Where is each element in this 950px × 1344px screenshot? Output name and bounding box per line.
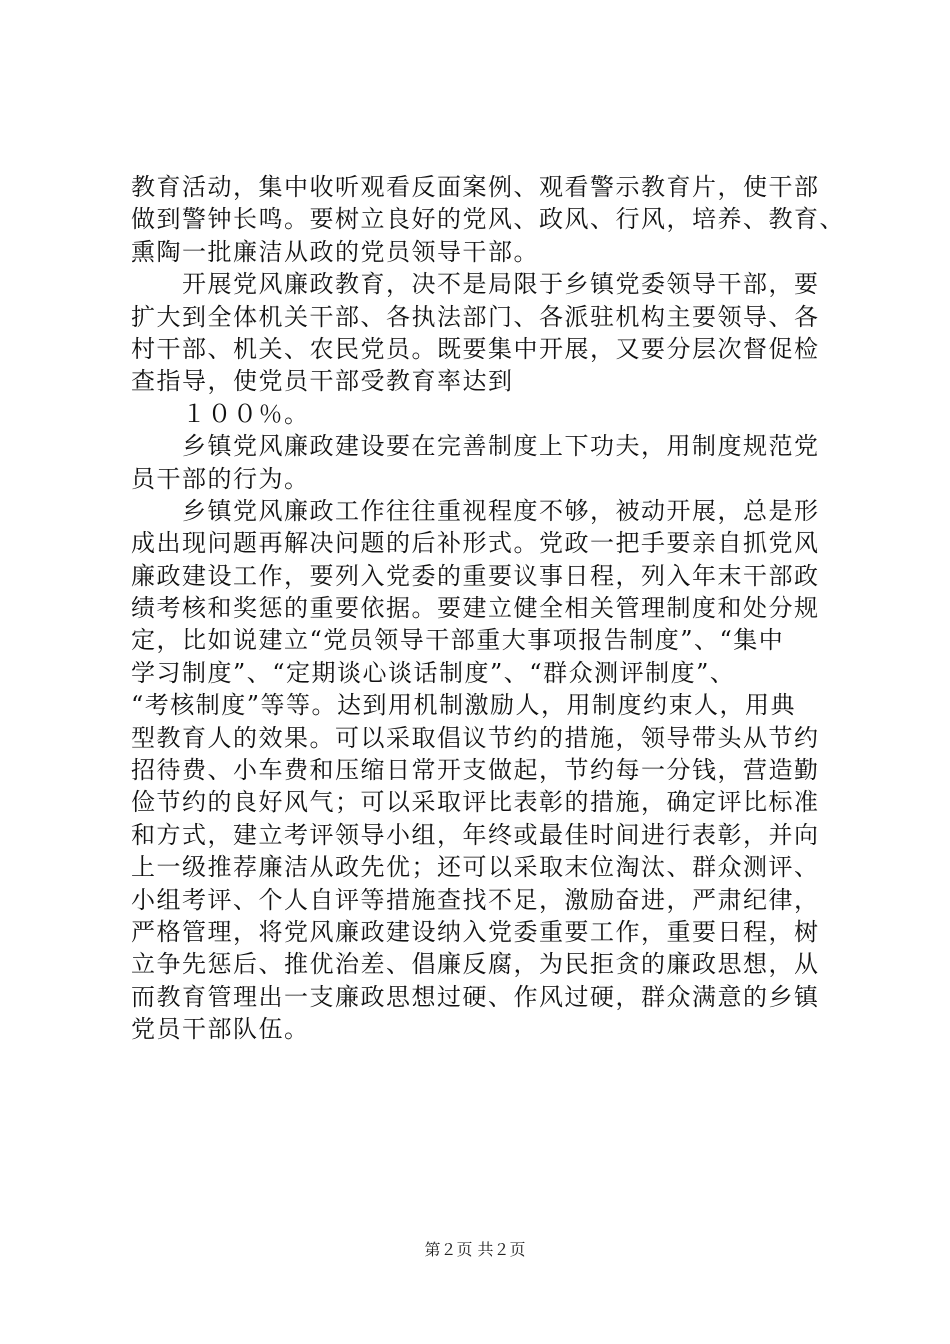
text-line: 型教育人的效果。可以采取倡议节约的措施，领导带头从节约 (131, 723, 820, 752)
text-line: 成出现问题再解决问题的后补形式。党政一把手要亲自抓党风 (131, 529, 820, 558)
text-line: 俭节约的良好风气；可以采取评比表彰的措施，确定评比标准 (131, 788, 820, 817)
page-number-label: 第２页 共２页 (424, 1240, 526, 1259)
text-line: 村干部、机关、农民党员。既要集中开展，又要分层次督促检 (131, 334, 820, 363)
text-line: 严格管理，将党风廉政建设纳入党委重要工作，重要日程，树 (131, 917, 820, 946)
text-line: “考核制度”等等。达到用机制激励人，用制度约束人，用典 (131, 691, 797, 720)
text-line: 乡镇党风廉政工作往往重视程度不够，被动开展，总是形 (131, 496, 820, 525)
text-line: 招待费、小车费和压缩日常开支做起，节约每一分钱，营造勤 (131, 756, 820, 785)
text-line: 做到警钟长鸣。要树立良好的党风、政风、行风，培养、教育、 (131, 205, 845, 234)
text-line: 而教育管理出一支廉政思想过硬、作风过硬，群众满意的乡镇 (131, 982, 820, 1011)
text-line: 小组考评、个人自评等措施查找不足，激励奋进，严肃纪律， (131, 885, 820, 914)
text-line: 绩考核和奖惩的重要依据。要建立健全相关管理制度和处分规 (131, 594, 820, 623)
text-line: 查指导，使党员干部受教育率达到 (131, 367, 514, 396)
text-line: 上一级推荐廉洁从政先优；还可以采取末位淘汰、群众测评、 (131, 853, 820, 882)
text-line: 立争先惩后、推优治差、倡廉反腐，为民拒贪的廉政思想，从 (131, 950, 820, 979)
text-line: 廉政建设工作，要列入党委的重要议事日程，列入年末干部政 (131, 561, 820, 590)
text-line: 学习制度”、“定期谈心谈话制度”、“群众测评制度”、 (131, 658, 736, 687)
text-line: 扩大到全体机关干部、各执法部门、各派驻机构主要领导、各 (131, 302, 820, 331)
text-line: 熏陶一批廉洁从政的党员领导干部。 (131, 237, 539, 266)
text-line: 开展党风廉政教育，决不是局限于乡镇党委领导干部，要 (131, 270, 820, 299)
body-text (131, 171, 845, 1046)
text-line: 乡镇党风廉政建设要在完善制度上下功夫，用制度规范党 (131, 432, 820, 461)
text-line: 和方式，建立考评领导小组，年终或最佳时间进行表彰，并向 (131, 820, 820, 849)
text-line: 员干部的行为。 (131, 464, 310, 493)
text-line: 党员干部队伍。 (131, 1015, 310, 1044)
text-line: １００％。 (131, 399, 310, 428)
text-line: 定，比如说建立“党员领导干部重大事项报告制度”、“集中 (131, 626, 785, 655)
text-line: 教育活动，集中收听观看反面案例、观看警示教育片，使干部 (131, 173, 820, 201)
page-footer (0, 1240, 950, 1260)
